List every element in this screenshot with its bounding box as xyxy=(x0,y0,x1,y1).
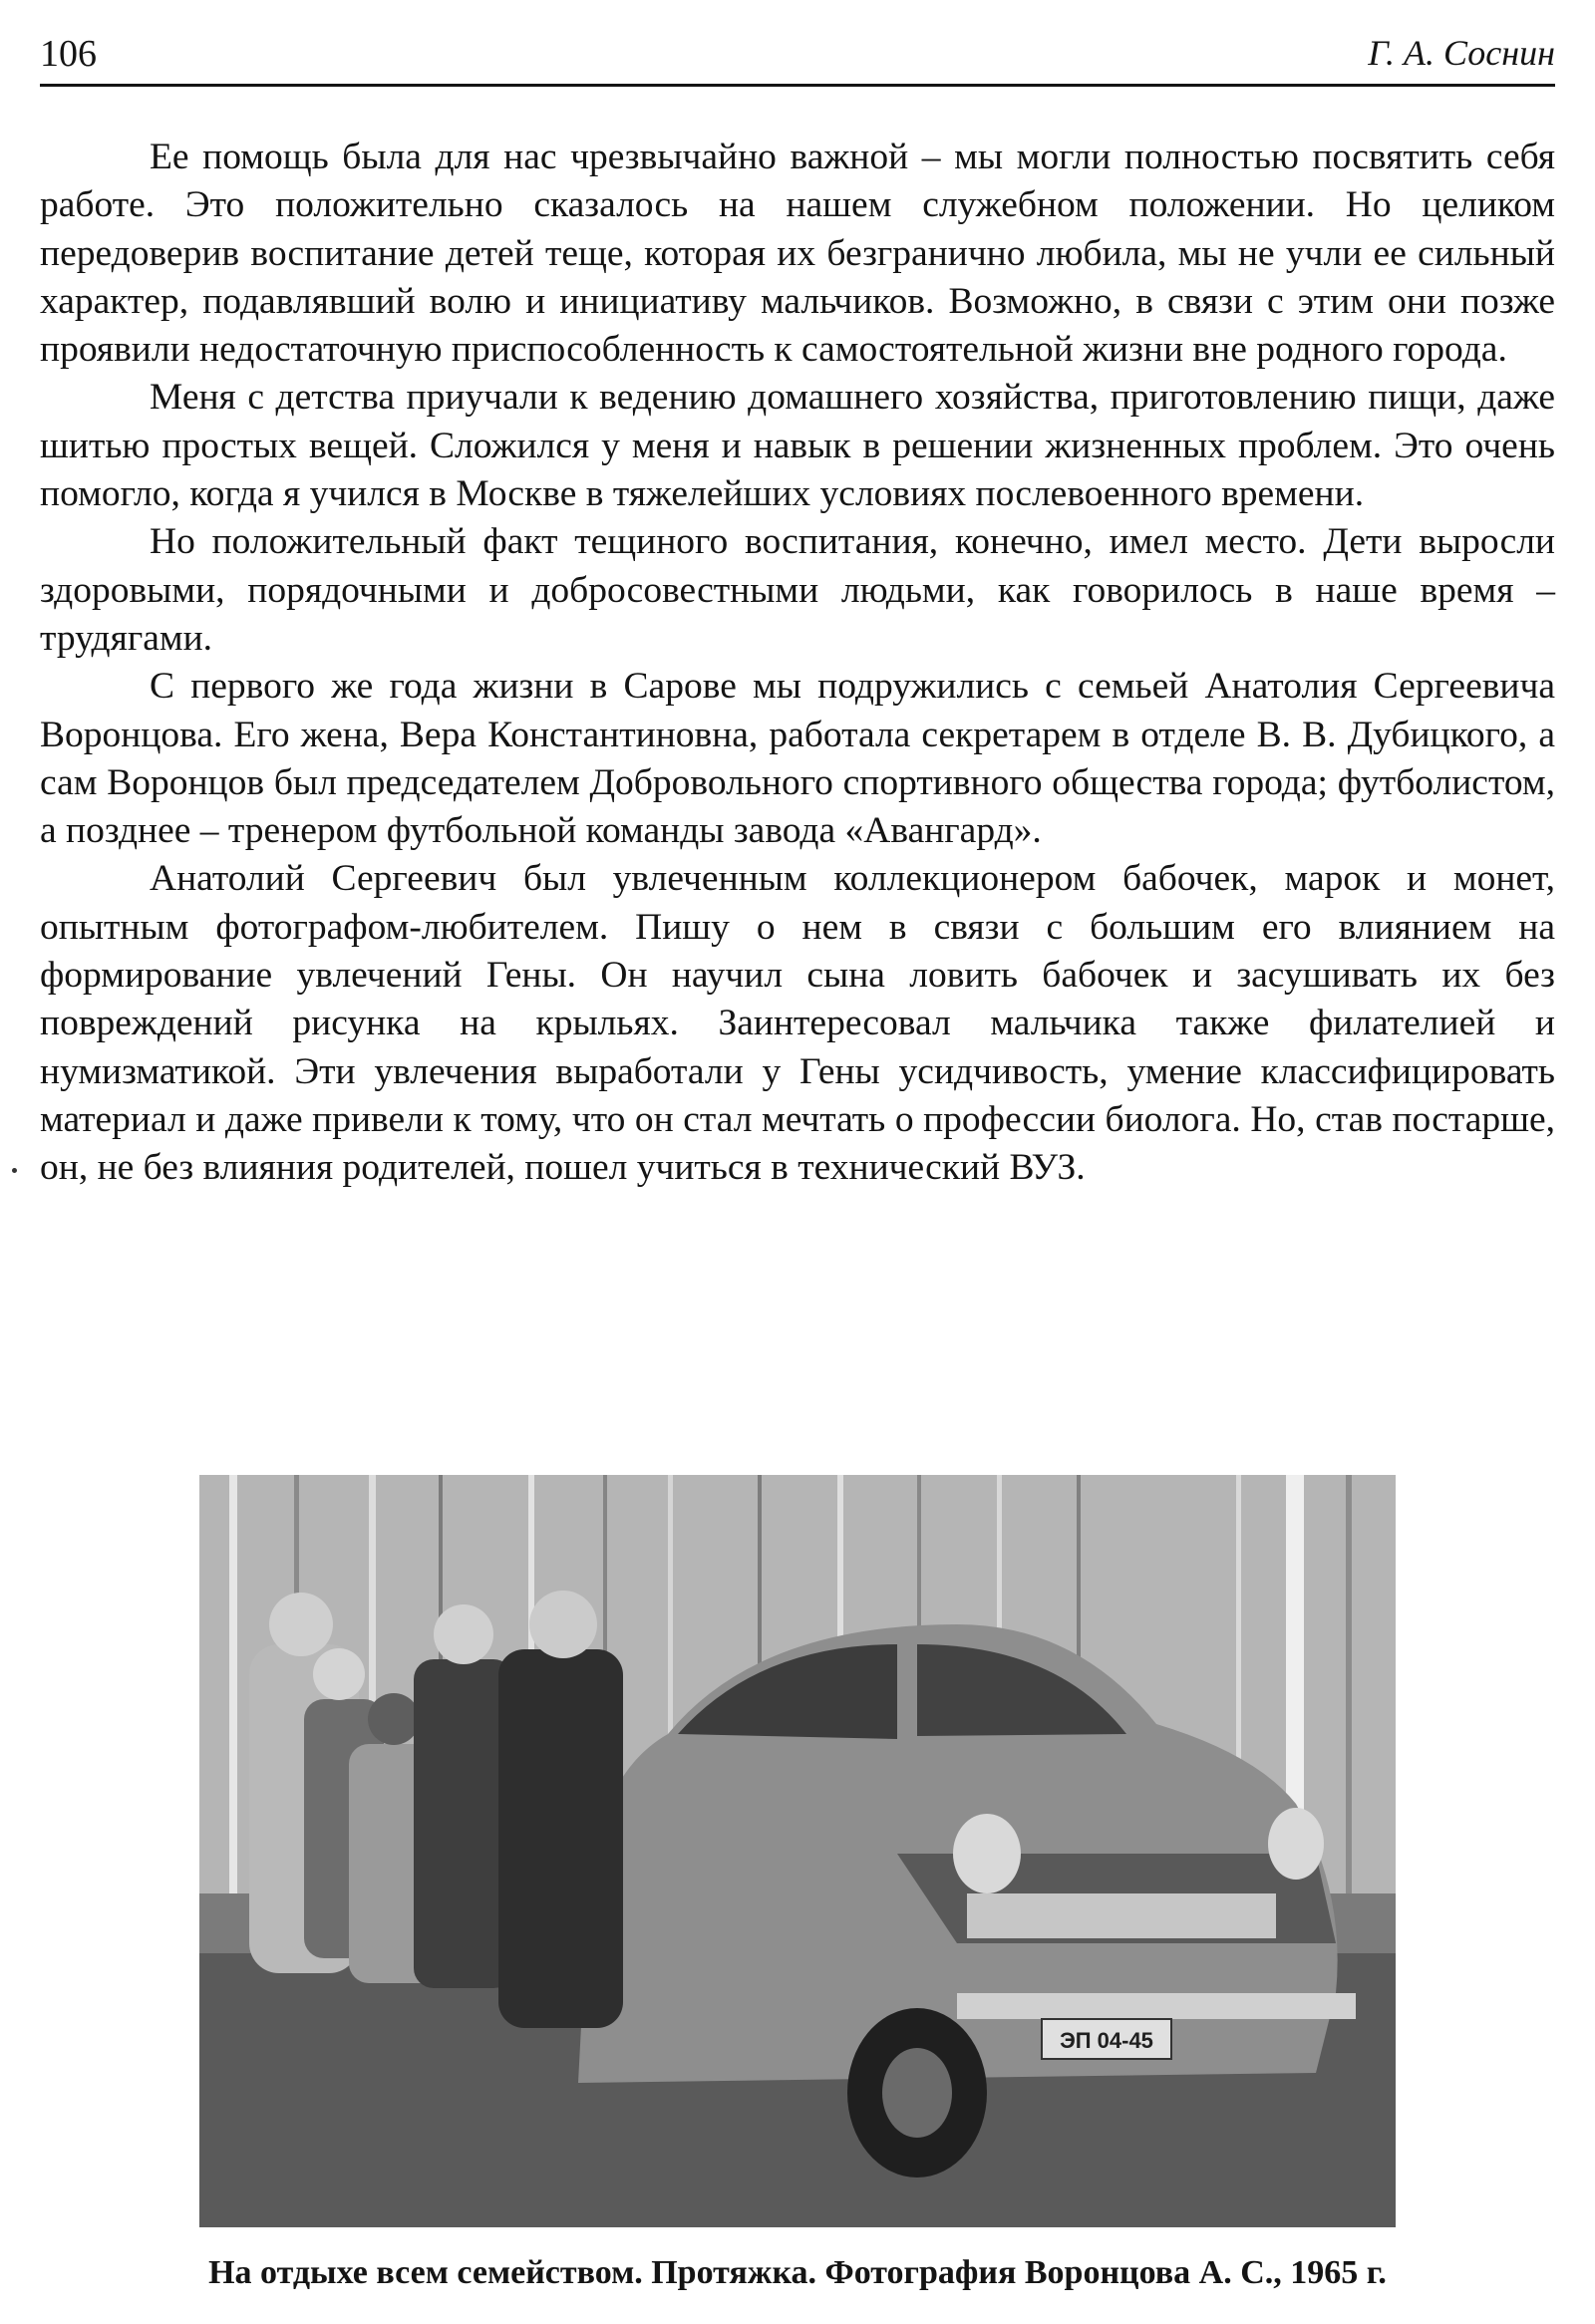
photo-illustration xyxy=(199,1475,1396,2227)
paragraph-1: Ее помощь была для нас чрезвычайно важной – мы могли полностью посвятить себя работе. Это положительно сказалось на нашем служебном положении. Но целиком передоверив воспитание детей теще, которая их безгранично любила, мы не учли ее сильный характер, подавлявший волю и инициативу мальчиков. Возможно, в связи с этим они позже проявили недостаточную приспособленность к самостоятельной жизни вне родного города. xyxy=(40,137,1555,371)
paragraph-5: Анатолий Сергеевич был увлеченным коллекционером бабочек, марок и монет, опытным фотографом-любителем. Пишу о нем в связи с большим его влиянием на формирование увлечений Гены. Он научил сына ловить бабочек и засушивать их без повреждений рисунка на крыльях. Заинтересовал мальчика также филателией и нумизматикой. Эти увлечения выработали у Гены усидчивость, умение классифицировать материал и даже привели к тому, что он стал мечтать о профессии биолога. Но, став постарше, он, не без влияния родителей, пошел учиться в технический ВУЗ. xyxy=(40,858,1555,1189)
license-plate: ЭП 04-45 xyxy=(1060,2028,1153,2053)
page-number: 106 xyxy=(40,33,97,75)
paragraph-2: Меня с детства приучали к ведению домашнего хозяйства, приготовлению пищи, даже шитью простых вещей. Сложился у меня и навык в решении жизненных проблем. Это очень помогло, когда я учился в Москве в тяжелейших условиях послевоенного времени. xyxy=(40,377,1555,515)
body-text xyxy=(40,134,1555,1193)
paragraph-4: С первого же года жизни в Сарове мы подружились с семьей Анатолия Сергеевича Воронцова. Его жена, Вера Константиновна, работала секретарем в отделе В. В. Дубицкого, а сам Воронцов был председателем Добровольного спортивного общества города; футболистом, а позднее – тренером футбольной команды завода «Авангард». xyxy=(40,666,1555,852)
margin-mark xyxy=(12,1168,17,1173)
paragraph-3: Но положительный факт тещиного воспитания, конечно, имел место. Дети выросли здоровыми, порядочными и добросовестными людьми, как говорилось в наше время – трудягами. xyxy=(40,521,1555,659)
header-rule xyxy=(40,84,1555,87)
running-head-author: Г. А. Соснин xyxy=(1368,33,1555,73)
family-photo xyxy=(199,1475,1396,2227)
photo-caption: На отдыхе всем семейством. Протяжка. Фотография Воронцова А. С., 1965 г. xyxy=(208,2254,1387,2291)
page-header xyxy=(40,24,1555,86)
